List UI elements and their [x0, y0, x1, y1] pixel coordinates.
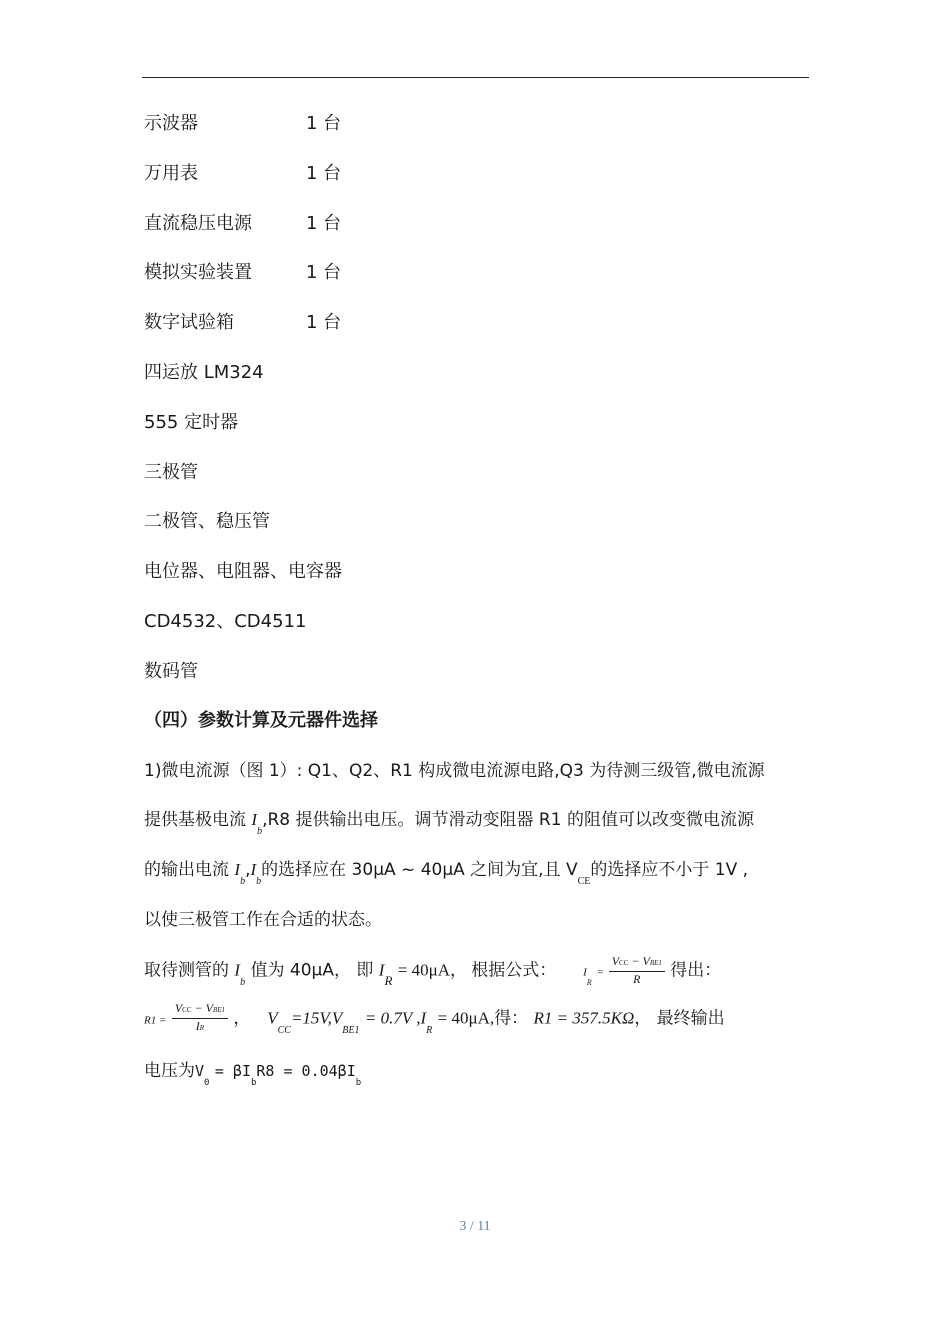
component-item: 数码管 [144, 661, 198, 682]
text: = 40μA,得： [437, 1008, 529, 1028]
formula-lhs: R1 = [144, 1014, 167, 1027]
formula-numerator: VCC − VBE1 [172, 1001, 228, 1019]
text: = 40μA， 根据公式： [397, 960, 557, 980]
section-heading: （四）参数计算及元器件选择 [144, 710, 378, 731]
math-var: I [420, 1008, 427, 1028]
text: 取待测管的 [144, 960, 229, 981]
page-number: 3 / 11 [459, 1219, 491, 1234]
text: ， [233, 1008, 251, 1029]
text: ， 最终输出 [634, 1008, 725, 1029]
text: 的选择应不小于 1V , [590, 860, 749, 880]
math-subscript: b [256, 876, 262, 887]
math-subscript: R [384, 972, 393, 988]
equipment-qty: 1 台 [306, 113, 342, 134]
text: ,R8 提供输出电压。调节滑动变阻器 R1 的阻值可以改变微电流源 [262, 810, 754, 830]
formula-denominator: IR [195, 1019, 205, 1033]
equipment-qty: 1 台 [306, 312, 342, 333]
math-subscript: b [250, 1078, 257, 1088]
component-item: 555 定时器 [144, 412, 239, 433]
math-subscript: R [586, 977, 592, 987]
formula-numerator: VCC − VBE1 [609, 954, 665, 972]
formula-lhs: I [583, 966, 587, 979]
equipment-qty: 1 台 [306, 262, 342, 283]
math-subscript: b [240, 876, 246, 887]
paragraph-line: 以使三极管工作在合适的状态。 [144, 910, 382, 930]
text: 的输出电流 [144, 860, 229, 880]
formula-eq: = [597, 966, 604, 979]
math-var: I [234, 860, 241, 879]
math-var: V [267, 1008, 278, 1028]
math-var: I [251, 810, 258, 829]
text: 的选择应在 30μA ~ 40μA 之间为宜,且 V [261, 860, 578, 880]
equipment-name: 数字试验箱 [144, 312, 234, 333]
text: =15V, [290, 1008, 332, 1028]
text: 值为 40μA， 即 [250, 960, 374, 981]
math-subscript: b [257, 826, 263, 837]
text: 电压为 [144, 1061, 195, 1081]
paragraph-line [144, 858, 748, 885]
math-subscript: 0 [204, 1078, 210, 1088]
math-subscript: R [426, 1024, 433, 1036]
math-var: V [331, 1008, 343, 1028]
math-subscript: CE [577, 876, 591, 887]
equipment-qty: 1 台 [306, 213, 342, 234]
math-subscript: CC [277, 1024, 291, 1036]
component-item: 电位器、电阻器、电容器 [144, 561, 342, 582]
paragraph-line [144, 954, 721, 987]
math-text: = βI [214, 1062, 251, 1080]
formula-denominator: R [633, 972, 641, 986]
math-var: I [250, 860, 257, 879]
text: 提供基极电流 [144, 810, 246, 830]
paragraph-line [144, 808, 754, 835]
math-subscript: b [355, 1078, 362, 1088]
math-var: I [378, 960, 385, 980]
component-item: 三极管 [144, 462, 198, 483]
paragraph-line [144, 1001, 725, 1036]
math-var: I [234, 960, 241, 980]
formula-fraction [609, 954, 665, 987]
equipment-qty: 1 台 [306, 163, 342, 184]
header-rule [142, 77, 809, 78]
component-item: 二极管、稳压管 [144, 511, 270, 532]
math-subscript: BE1 [342, 1024, 360, 1036]
paragraph-line [144, 1059, 361, 1086]
component-item: CD4532、CD4511 [144, 611, 307, 632]
paragraph-line: 1)微电流源（图 1）: Q1、Q2、R1 构成微电流源电路,Q3 为待测三级管,微电流源 [144, 761, 765, 781]
equipment-name: 示波器 [144, 113, 198, 134]
component-item: 四运放 LM324 [144, 362, 264, 383]
text: , [245, 860, 251, 880]
math-var: V [195, 1062, 205, 1080]
text: = 0.7V , [364, 1008, 421, 1028]
formula-result: R1 = 357.5KΩ [533, 1008, 635, 1028]
formula-fraction [172, 1001, 228, 1036]
equipment-name: 直流稳压电源 [144, 213, 252, 234]
equipment-name: 万用表 [144, 163, 198, 184]
text: 得出： [670, 960, 722, 981]
math-text: R8 = 0.04βI [256, 1062, 356, 1080]
equipment-name: 模拟实验装置 [144, 262, 252, 283]
math-subscript: b [240, 976, 246, 988]
